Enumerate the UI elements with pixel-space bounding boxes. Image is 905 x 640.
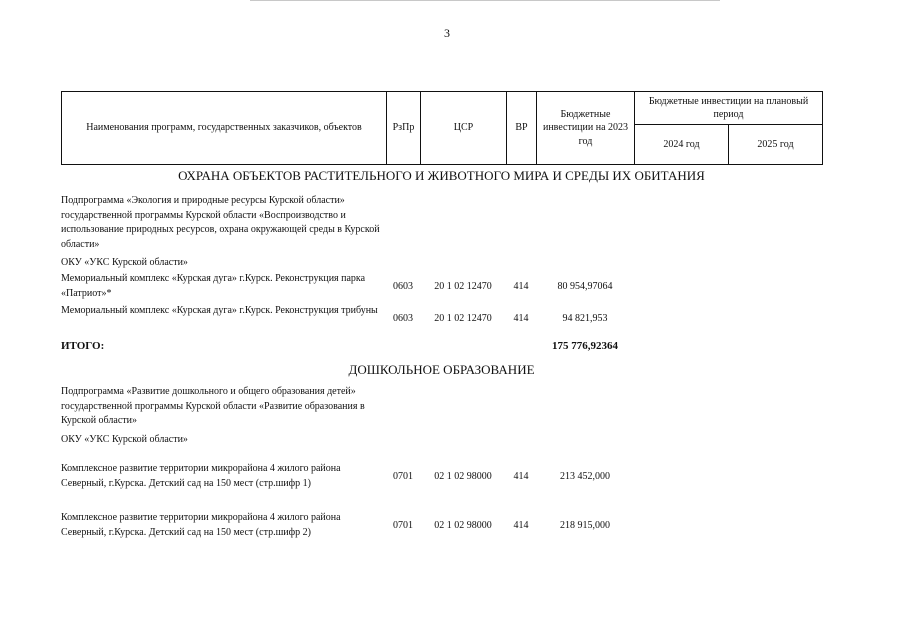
row-name: Комплексное развитие территории микрорайона 4 жилого района Северный, г.Курска. Детский сад на 150 мест (стр.шифр 1) <box>61 463 341 489</box>
row-rzpr: 0701 <box>393 520 413 531</box>
row-rzpr: 0603 <box>393 281 413 292</box>
row-amount: 80 954,97064 <box>557 281 613 292</box>
row-name: Мемориальный комплекс «Курская дуга» г.Курск. Реконструкция трибуны <box>61 305 378 316</box>
header-csr: ЦСР <box>421 92 507 165</box>
row-vr: 414 <box>513 520 529 531</box>
row-rzpr: 0701 <box>393 471 413 482</box>
header-2024: 2024 год <box>635 125 729 165</box>
header-rzpr: РзПр <box>387 92 421 165</box>
customer-label: ОКУ «УКС Курской области» <box>61 257 188 268</box>
row-vr: 414 <box>513 313 529 324</box>
customer-label: ОКУ «УКС Курской области» <box>61 434 188 445</box>
row-csr: 02 1 02 98000 <box>434 520 492 531</box>
total-amount: 175 776,92364 <box>552 340 618 352</box>
row-name: Комплексное развитие территории микрорайона 4 жилого района Северный, г.Курска. Детский сад на 150 мест (стр.шифр 2) <box>61 512 341 538</box>
total-label: ИТОГО: <box>61 340 105 352</box>
top-rule <box>250 0 720 1</box>
row-csr: 20 1 02 12470 <box>434 313 492 324</box>
row-amount: 94 821,953 <box>562 313 608 324</box>
row-vr: 414 <box>513 281 529 292</box>
section-title-nature: ОХРАНА ОБЪЕКТОВ РАСТИТЕЛЬНОГО И ЖИВОТНОГО МИРА И СРЕДЫ ИХ ОБИТАНИЯ <box>178 168 705 183</box>
row-csr: 02 1 02 98000 <box>434 471 492 482</box>
header-name: Наименования программ, государственных заказчиков, объектов <box>62 92 387 165</box>
subprogram-ecology: Подпрограмма «Экология и природные ресурсы Курской области» государственной программы Курской области «Воспроизводство и использование природных ресурсов, охрана окружающей среды в Курской области» <box>61 195 380 250</box>
row-amount: 213 452,000 <box>560 471 610 482</box>
row-name: Мемориальный комплекс «Курская дуга» г.Курск. Реконструкция парка «Патриот»* <box>61 273 366 299</box>
header-2025: 2025 год <box>729 125 823 165</box>
section-title-preschool: ДОШКОЛЬНОЕ ОБРАЗОВАНИЕ <box>348 362 535 377</box>
row-rzpr: 0603 <box>393 313 413 324</box>
subprogram-education: Подпрограмма «Развитие дошкольного и общего образования детей» государственной программы Курской области «Развитие образования в Курской области» <box>61 386 365 426</box>
row-vr: 414 <box>513 471 529 482</box>
header-planned-period: Бюджетные инвестиции на плановый период <box>635 92 823 125</box>
row-csr: 20 1 02 12470 <box>434 281 492 292</box>
page-number: 3 <box>444 26 450 40</box>
header-vr: ВР <box>507 92 537 165</box>
header-table <box>61 91 823 165</box>
header-budget-2023: Бюджетные инвестиции на 2023 год <box>537 92 635 165</box>
row-amount: 218 915,000 <box>560 520 610 531</box>
